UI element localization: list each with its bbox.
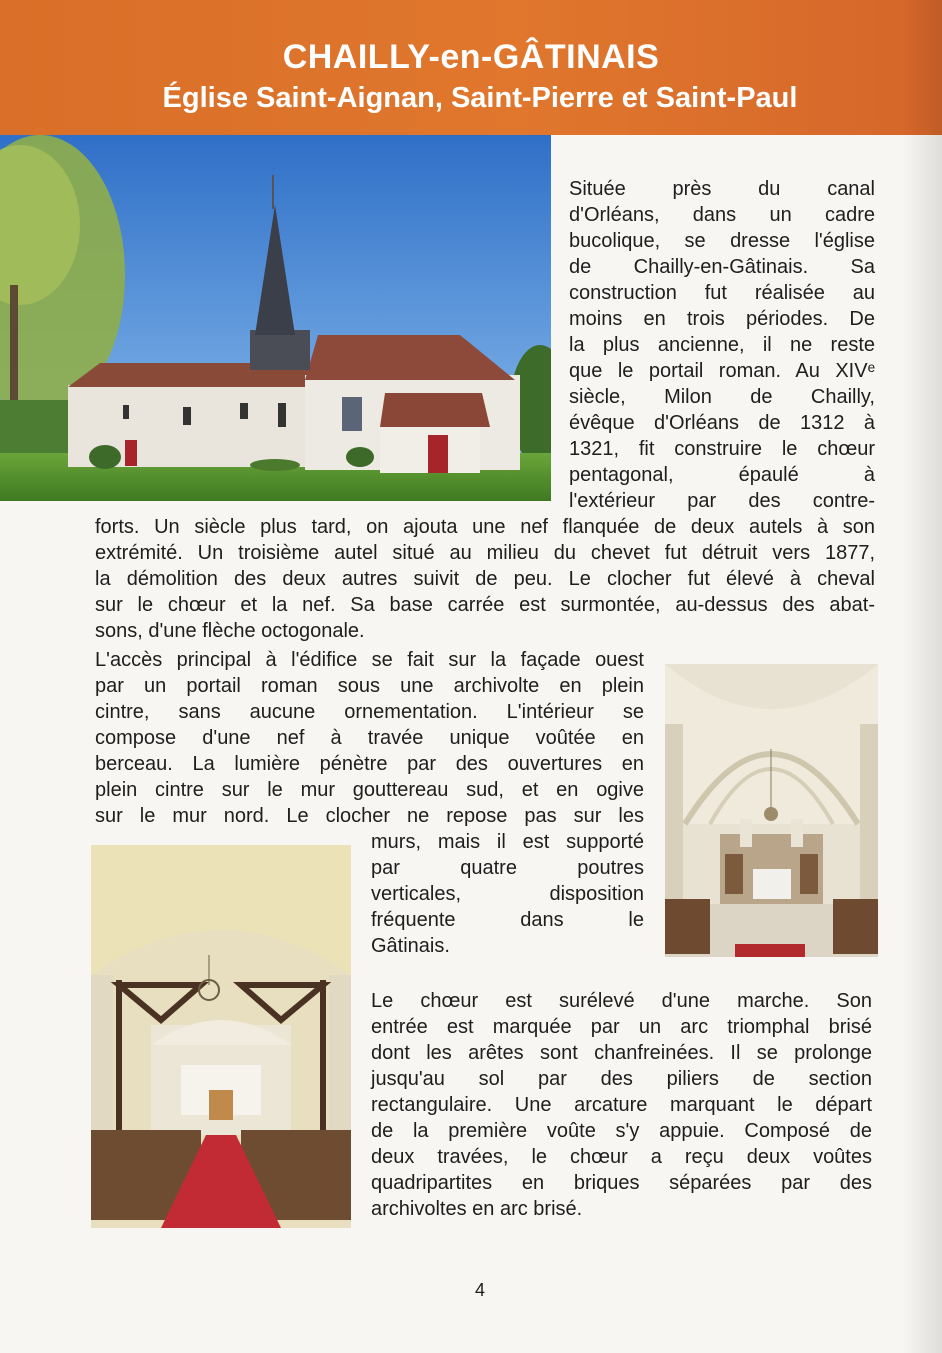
text-line: 1321, fit construire le chœur [569, 438, 875, 460]
text-line: cintre, sans aucune ornementation. L'intérieur se [95, 701, 644, 723]
title-banner [0, 0, 942, 135]
text-line: construction fut réalisée au [569, 282, 875, 304]
text-line: quadripartites en briques séparées par des [371, 1172, 872, 1194]
text-line: Le chœur est surélevé d'une marche. Son [371, 990, 872, 1012]
text-line: forts. Un siècle plus tard, on ajouta une nef flanquée de deux autels à son [95, 516, 875, 538]
text-line: par quatre poutres [371, 857, 644, 879]
text-line: bucolique, se dresse l'église [569, 230, 875, 252]
choir-interior-photo [665, 664, 878, 957]
page-title: CHAILLY-en-GÂTINAIS [282, 38, 660, 76]
text-line: deux travées, le chœur a reçu deux voûtes [371, 1146, 872, 1168]
access-paragraph-narrow [371, 829, 644, 959]
intro-paragraph-narrow [569, 176, 875, 514]
church-exterior-photo [0, 135, 551, 501]
page-subtitle: Église Saint-Aignan, Saint-Pierre et Saint-Paul [162, 82, 798, 114]
text-line: entrée est marquée par un arc triomphal brisé [371, 1016, 872, 1038]
choir-paragraph [371, 988, 872, 1222]
text-line: compose d'une nef à travée unique voûtée en [95, 727, 644, 749]
nave-interior-photo [91, 845, 351, 1228]
text-line: plein cintre sur le mur gouttereau sud, et en ogive [95, 779, 644, 801]
text-line: sur le chœur et la nef. Sa base carrée est surmontée, au-dessus des abat- [95, 594, 875, 616]
text-line: sur le mur nord. Le clocher ne repose pas sur les [95, 805, 644, 827]
text-line: moins en trois périodes. De [569, 308, 875, 330]
text-line: l'extérieur par des contre- [569, 490, 875, 512]
text-line: murs, mais il est supporté [371, 831, 644, 853]
text-line: Gâtinais. [371, 935, 450, 957]
text-line: par un portail roman sous une archivolte en plein [95, 675, 644, 697]
text-line: extrémité. Un troisième autel situé au milieu du chevet fut détruit vers 1877, [95, 542, 875, 564]
text-line: L'accès principal à l'édifice se fait sur la façade ouest [95, 649, 644, 671]
text-line: archivoltes en arc brisé. [371, 1198, 583, 1220]
page-edge-shadow [902, 0, 942, 1353]
text-line: d'Orléans, dans un cadre [569, 204, 875, 226]
text-line: berceau. La lumière pénètre par des ouvertures en [95, 753, 644, 775]
text-line: de la première voûte s'y appuie. Composé de [371, 1120, 872, 1142]
page-number: 4 [474, 1280, 485, 1300]
intro-paragraph-wide [95, 514, 875, 644]
text-line: de Chailly-en-Gâtinais. Sa [569, 256, 875, 278]
text-line: évêque d'Orléans de 1312 à [569, 412, 875, 434]
text-line: dont les arêtes sont chanfreinées. Il se prolonge [371, 1042, 872, 1064]
text-line: sons, d'une flèche octogonale. [95, 620, 365, 642]
text-line: pentagonal, épaulé à [569, 464, 875, 486]
text-line: verticales, disposition [371, 883, 644, 905]
text-line: la démolition des deux autres suivit de peu. Le clocher fut élevé à cheval [95, 568, 875, 590]
text-line: Située près du canal [569, 178, 875, 200]
text-line: fréquente dans le [371, 909, 644, 931]
text-line: rectangulaire. Une arcature marquant le départ [371, 1094, 872, 1116]
text-line: siècle, Milon de Chailly, [569, 386, 875, 408]
text-line: que le portail roman. Au XIVᵉ [569, 360, 875, 382]
access-paragraph [95, 647, 644, 829]
text-line: la plus ancienne, il ne reste [569, 334, 875, 356]
text-line: jusqu'au sol par des piliers de section [371, 1068, 872, 1090]
